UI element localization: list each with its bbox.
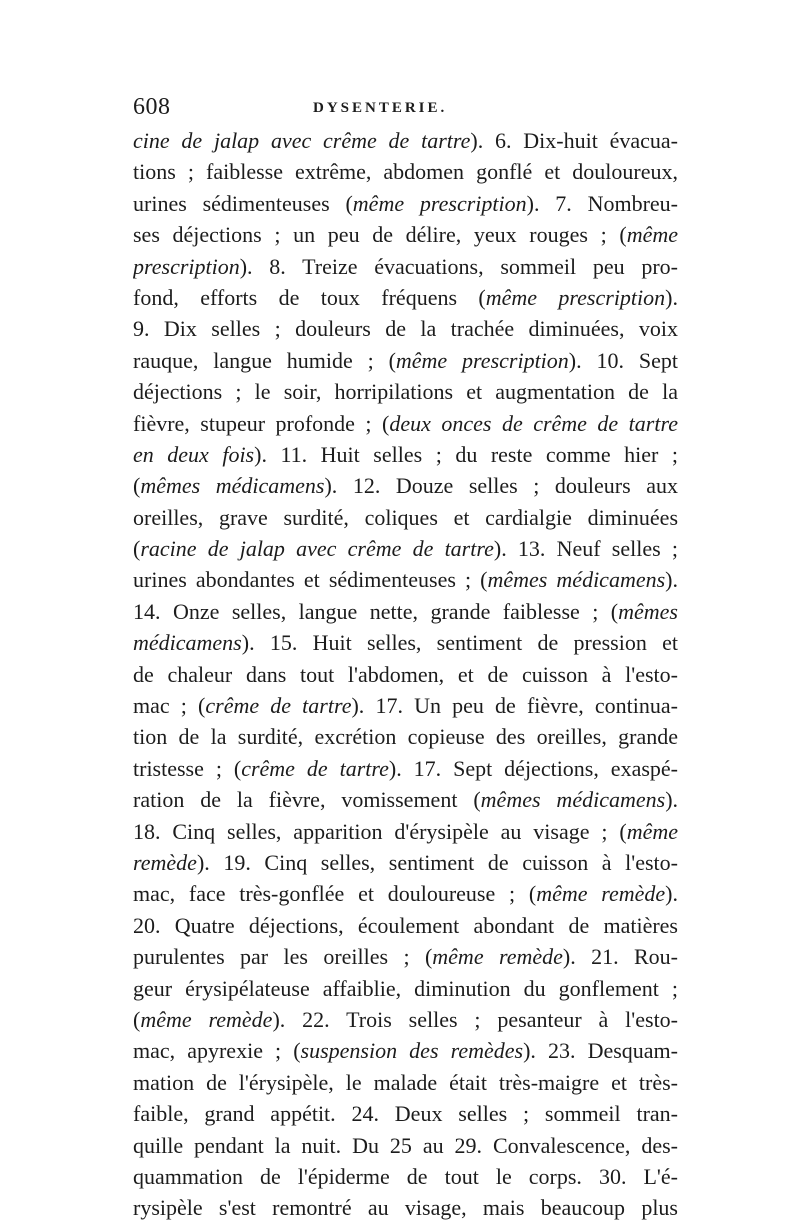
text-line — [133, 1004, 678, 1035]
roman-text: ). 23. Desquam- — [523, 1038, 678, 1064]
italic-text: cine de jalap avec crême de tartre — [133, 128, 471, 153]
text-line — [133, 376, 678, 407]
roman-text: fièvre, stupeur profonde ; ( — [133, 410, 390, 436]
roman-text: ). 11. Huit selles ; du reste comme hier ; — [254, 441, 678, 467]
roman-text: 14. Onze selles, langue nette, grande faiblesse ; ( — [133, 598, 619, 624]
roman-text: mac ; ( — [133, 693, 206, 719]
text-line — [133, 1192, 678, 1223]
italic-text: médicamens — [133, 630, 242, 656]
text-line — [133, 125, 678, 156]
text-line — [133, 973, 678, 1004]
roman-text: ). 10. Sept — [568, 347, 678, 373]
italic-text: crême de tartre — [241, 755, 389, 781]
italic-text: prescription — [133, 253, 240, 279]
text-line — [133, 941, 678, 972]
italic-text: mêmes — [618, 598, 678, 624]
running-head: DYSENTERIE. — [313, 100, 448, 116]
text-line — [133, 188, 678, 219]
text-line — [133, 910, 678, 941]
roman-text: ). — [665, 881, 678, 907]
text-line — [133, 847, 678, 878]
italic-text: deux onces de crême de tartre — [389, 410, 678, 436]
roman-text: ). 12. Douze selles ; douleurs aux — [324, 473, 678, 499]
italic-text: suspension des remèdes — [300, 1038, 524, 1064]
roman-text: tions ; faiblesse extrême, abdomen gonflé et douloureux, — [133, 159, 678, 185]
text-line — [133, 219, 678, 250]
body-text — [133, 125, 678, 1224]
italic-text: même — [626, 818, 678, 844]
text-line — [133, 1098, 678, 1129]
page-header — [133, 94, 693, 126]
roman-text: ). 13. Neuf selles ; — [493, 536, 678, 562]
roman-text: ration de la fièvre, vomissement ( — [133, 787, 481, 813]
italic-text: en deux fois — [133, 441, 255, 467]
roman-text: ). 6. Dix-huit évacua- — [470, 128, 678, 153]
text-line — [133, 564, 678, 595]
text-line — [133, 753, 678, 784]
roman-text: ). 8. Treize évacuations, sommeil peu pro- — [239, 253, 678, 279]
text-line — [133, 251, 678, 282]
roman-text: ( — [133, 473, 141, 499]
roman-text: ). 22. Trois selles ; pesanteur à l'esto- — [272, 1006, 678, 1032]
roman-text: 20. Quatre déjections, écoulement abondant de matières — [133, 912, 678, 938]
text-line — [133, 627, 678, 658]
roman-text: oreilles, grave surdité, coliques et cardialgie diminuées — [133, 504, 678, 530]
text-line — [133, 1161, 678, 1192]
roman-text: geur érysipélateuse affaiblie, diminution du gonflement ; — [133, 975, 678, 1001]
text-line — [133, 282, 678, 313]
roman-text: mac, apyrexie ; ( — [133, 1038, 301, 1064]
roman-text: ). — [665, 284, 678, 310]
text-line — [133, 816, 678, 847]
roman-text: 9. Dix selles ; douleurs de la trachée diminuées, voix — [133, 316, 678, 342]
italic-text: même prescription — [485, 284, 666, 310]
text-line — [133, 721, 678, 752]
text-line — [133, 533, 678, 564]
roman-text: purulentes par les oreilles ; ( — [133, 944, 433, 970]
roman-text: tristesse ; ( — [133, 755, 242, 781]
roman-text: urines abondantes et sédimenteuses ; ( — [133, 567, 488, 593]
text-line — [133, 439, 678, 470]
roman-text: faible, grand appétit. 24. Deux selles ; sommeil tran- — [133, 1101, 678, 1127]
roman-text: ). 19. Cinq selles, sentiment de cuisson à l'esto- — [196, 849, 678, 875]
roman-text: mation de l'érysipèle, le malade était très-maigre et très- — [133, 1069, 678, 1095]
text-line — [133, 156, 678, 187]
roman-text: ). 17. Sept déjections, exaspé- — [388, 755, 678, 781]
page-number: 608 — [133, 94, 171, 120]
text-line — [133, 690, 678, 721]
roman-text: ). — [665, 787, 678, 813]
roman-text: quille pendant la nuit. Du 25 au 29. Convalescence, des- — [133, 1132, 678, 1158]
italic-text: remède — [133, 849, 197, 875]
italic-text: même prescription — [352, 190, 527, 216]
roman-text: ( — [133, 1006, 141, 1032]
text-line — [133, 502, 678, 533]
text-line — [133, 1035, 678, 1066]
roman-text: déjections ; le soir, horripilations et augmentation de la — [133, 379, 678, 405]
roman-text: quammation de l'épiderme de tout le corps. 30. L'é- — [133, 1163, 678, 1189]
text-line — [133, 878, 678, 909]
italic-text: crême de tartre — [205, 693, 352, 719]
italic-text: même remède — [432, 944, 563, 970]
roman-text: urines sédimenteuses ( — [133, 190, 353, 216]
roman-text: ses déjections ; un peu de délire, yeux rouges ; ( — [133, 222, 627, 248]
text-line — [133, 345, 678, 376]
roman-text: ). — [665, 567, 678, 593]
text-line — [133, 1130, 678, 1161]
text-line — [133, 470, 678, 501]
italic-text: mêmes médicamens — [487, 567, 666, 593]
text-line — [133, 596, 678, 627]
text-line — [133, 408, 678, 439]
italic-text: mêmes médicamens — [480, 787, 666, 813]
italic-text: même prescription — [395, 347, 569, 373]
italic-text: même — [626, 222, 678, 248]
roman-text: rysipèle s'est remontré au visage, mais beaucoup plus — [133, 1195, 678, 1221]
text-line — [133, 784, 678, 815]
roman-text: 18. Cinq selles, apparition d'érysipèle au visage ; ( — [133, 818, 627, 844]
text-line — [133, 659, 678, 690]
italic-text: même remède — [140, 1006, 273, 1032]
roman-text: fond, efforts de toux fréquens ( — [133, 284, 486, 310]
italic-text: racine de jalap avec crême de tartre — [140, 536, 494, 562]
roman-text: ). 15. Huit selles, sentiment de pression et — [241, 630, 678, 656]
roman-text: mac, face très-gonflée et douloureuse ; ( — [133, 881, 537, 907]
roman-text: ). 17. Un peu de fièvre, continua- — [351, 693, 678, 719]
roman-text: ( — [133, 536, 141, 562]
roman-text: de chaleur dans tout l'abdomen, et de cuisson à l'esto- — [133, 661, 678, 687]
roman-text: rauque, langue humide ; ( — [133, 347, 396, 373]
italic-text: mêmes médicamens — [140, 473, 325, 499]
roman-text: tion de la surdité, excrétion copieuse des oreilles, grande — [133, 724, 678, 750]
roman-text: ). 21. Rou- — [562, 944, 678, 970]
italic-text: même remède — [536, 881, 666, 907]
roman-text: ). 7. Nombreu- — [526, 190, 678, 216]
text-line — [133, 313, 678, 344]
text-line — [133, 1067, 678, 1098]
